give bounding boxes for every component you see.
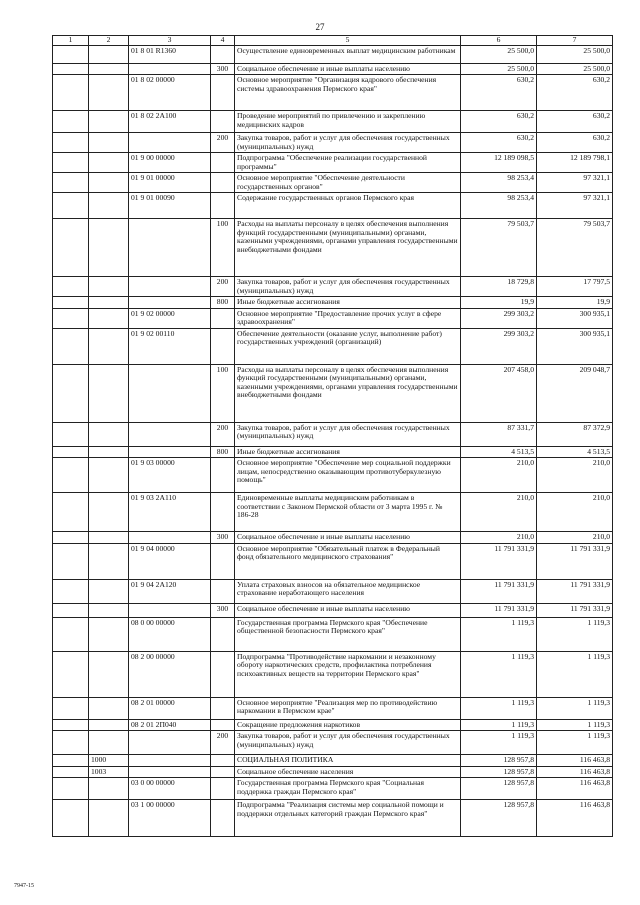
cell-amount-year-2: 97 321,1 bbox=[537, 193, 613, 219]
cell-section bbox=[53, 219, 89, 277]
cell-expense-type bbox=[211, 579, 235, 603]
cell-section bbox=[53, 297, 89, 309]
cell-amount-year-2: 1 119,3 bbox=[537, 719, 613, 731]
cell-amount-year-2: 1 119,3 bbox=[537, 651, 613, 697]
cell-description: Социальное обеспечение и иные выплаты населению bbox=[235, 532, 461, 544]
cell-description: СОЦИАЛЬНАЯ ПОЛИТИКА bbox=[235, 755, 461, 767]
cell-expense-type bbox=[211, 458, 235, 493]
cell-amount-year-2: 79 503,7 bbox=[537, 219, 613, 277]
cell-description: Закупка товаров, работ и услуг для обеспечения государственных (муниципальных) нужд bbox=[235, 277, 461, 297]
cell-subsection bbox=[89, 651, 129, 697]
cell-description: Основное мероприятие "Реализация мер по противодействию наркомании в Пермском крае" bbox=[235, 697, 461, 719]
table-row bbox=[53, 617, 613, 651]
cell-description: Обеспечение деятельности (оказание услуг, выполнение работ) государственных учреждений (организаций) bbox=[235, 328, 461, 364]
cell-target-article: 01 9 02 00000 bbox=[129, 308, 211, 328]
cell-amount-year-1: 98 253,4 bbox=[461, 173, 537, 193]
cell-amount-year-2: 87 372,9 bbox=[537, 422, 613, 446]
cell-section bbox=[53, 277, 89, 297]
cell-section bbox=[53, 328, 89, 364]
cell-target-article bbox=[129, 766, 211, 778]
cell-section bbox=[53, 719, 89, 731]
cell-description: Сокращение предложения наркотиков bbox=[235, 719, 461, 731]
table-row bbox=[53, 75, 613, 111]
table-row bbox=[53, 778, 613, 800]
cell-subsection bbox=[89, 173, 129, 193]
cell-target-article: 08 0 00 00000 bbox=[129, 617, 211, 651]
table-row bbox=[53, 579, 613, 603]
cell-description: Государственная программа Пермского края "Обеспечение общественной безопасности Пермского края" bbox=[235, 617, 461, 651]
cell-section bbox=[53, 63, 89, 75]
cell-description: Закупка товаров, работ и услуг для обеспечения государственных (муниципальных) нужд bbox=[235, 731, 461, 755]
table-row bbox=[53, 364, 613, 422]
cell-section bbox=[53, 493, 89, 532]
cell-description: Содержание государственных органов Пермского края bbox=[235, 193, 461, 219]
cell-amount-year-1: 4 513,5 bbox=[461, 446, 537, 458]
cell-section bbox=[53, 603, 89, 617]
table-row bbox=[53, 173, 613, 193]
cell-expense-type: 100 bbox=[211, 364, 235, 422]
cell-subsection bbox=[89, 800, 129, 837]
cell-target-article: 08 2 01 2П040 bbox=[129, 719, 211, 731]
cell-amount-year-1: 128 957,8 bbox=[461, 800, 537, 837]
cell-subsection bbox=[89, 75, 129, 111]
cell-amount-year-1: 25 500,0 bbox=[461, 45, 537, 63]
table-row bbox=[53, 63, 613, 75]
cell-section bbox=[53, 579, 89, 603]
cell-section bbox=[53, 697, 89, 719]
table-row bbox=[53, 458, 613, 493]
cell-target-article: 01 9 01 00000 bbox=[129, 173, 211, 193]
cell-subsection bbox=[89, 63, 129, 75]
cell-expense-type bbox=[211, 75, 235, 111]
cell-amount-year-2: 209 048,7 bbox=[537, 364, 613, 422]
cell-subsection bbox=[89, 493, 129, 532]
cell-description: Социальное обеспечение и иные выплаты населению bbox=[235, 603, 461, 617]
cell-section bbox=[53, 543, 89, 579]
cell-amount-year-1: 19,9 bbox=[461, 297, 537, 309]
cell-target-article bbox=[129, 755, 211, 767]
cell-expense-type: 800 bbox=[211, 297, 235, 309]
table-row bbox=[53, 111, 613, 133]
cell-subsection bbox=[89, 603, 129, 617]
table-row bbox=[53, 277, 613, 297]
header-col-7: 7 bbox=[537, 36, 613, 46]
table-row bbox=[53, 766, 613, 778]
cell-subsection bbox=[89, 297, 129, 309]
cell-description: Единовременные выплаты медицинским работникам в соответствии с Законом Пермской области от 3 марта 1995 г. № 186-28 bbox=[235, 493, 461, 532]
cell-amount-year-2: 11 791 331,9 bbox=[537, 603, 613, 617]
table-row bbox=[53, 193, 613, 219]
cell-subsection bbox=[89, 153, 129, 173]
cell-amount-year-1: 98 253,4 bbox=[461, 193, 537, 219]
cell-expense-type bbox=[211, 778, 235, 800]
cell-expense-type bbox=[211, 328, 235, 364]
cell-target-article: 01 9 02 00110 bbox=[129, 328, 211, 364]
cell-subsection bbox=[89, 133, 129, 153]
cell-amount-year-1: 210,0 bbox=[461, 532, 537, 544]
cell-amount-year-2: 11 791 331,9 bbox=[537, 543, 613, 579]
table-row bbox=[53, 697, 613, 719]
cell-amount-year-1: 128 957,8 bbox=[461, 755, 537, 767]
cell-description: Подпрограмма "Обеспечение реализации государственной программы" bbox=[235, 153, 461, 173]
cell-subsection bbox=[89, 308, 129, 328]
cell-amount-year-2: 11 791 331,9 bbox=[537, 579, 613, 603]
cell-expense-type bbox=[211, 719, 235, 731]
table-row bbox=[53, 543, 613, 579]
cell-target-article bbox=[129, 63, 211, 75]
cell-amount-year-2: 17 797,5 bbox=[537, 277, 613, 297]
header-col-5: 5 bbox=[235, 36, 461, 46]
header-col-6: 6 bbox=[461, 36, 537, 46]
cell-target-article: 01 8 01 R1360 bbox=[129, 45, 211, 63]
cell-description: Уплата страховых взносов на обязательное медицинское страхование неработающего населения bbox=[235, 579, 461, 603]
cell-section bbox=[53, 173, 89, 193]
cell-amount-year-1: 1 119,3 bbox=[461, 697, 537, 719]
cell-amount-year-2: 210,0 bbox=[537, 458, 613, 493]
cell-description: Основное мероприятие "Обязательный платеж в Федеральный фонд обязательного медицинского страхования" bbox=[235, 543, 461, 579]
cell-expense-type bbox=[211, 308, 235, 328]
cell-target-article: 08 2 01 00000 bbox=[129, 697, 211, 719]
cell-subsection bbox=[89, 193, 129, 219]
cell-section bbox=[53, 133, 89, 153]
cell-description: Подпрограмма "Реализация системы мер социальной помощи и поддержки отдельных категорий граждан Пермского края" bbox=[235, 800, 461, 837]
cell-target-article: 01 9 03 2А110 bbox=[129, 493, 211, 532]
cell-subsection bbox=[89, 532, 129, 544]
cell-amount-year-2: 4 513,5 bbox=[537, 446, 613, 458]
cell-description: Иные бюджетные ассигнования bbox=[235, 297, 461, 309]
cell-section bbox=[53, 308, 89, 328]
cell-amount-year-1: 1 119,3 bbox=[461, 719, 537, 731]
cell-expense-type bbox=[211, 617, 235, 651]
cell-amount-year-1: 11 791 331,9 bbox=[461, 543, 537, 579]
table-row bbox=[53, 133, 613, 153]
cell-section bbox=[53, 422, 89, 446]
table-row bbox=[53, 422, 613, 446]
cell-expense-type bbox=[211, 173, 235, 193]
cell-section bbox=[53, 651, 89, 697]
table-row bbox=[53, 328, 613, 364]
cell-amount-year-2: 116 463,8 bbox=[537, 800, 613, 837]
cell-expense-type bbox=[211, 493, 235, 532]
cell-section bbox=[53, 458, 89, 493]
table-body bbox=[53, 45, 613, 837]
cell-amount-year-2: 25 500,0 bbox=[537, 63, 613, 75]
cell-subsection: 1003 bbox=[89, 766, 129, 778]
cell-expense-type bbox=[211, 153, 235, 173]
cell-expense-type: 800 bbox=[211, 446, 235, 458]
cell-amount-year-2: 116 463,8 bbox=[537, 778, 613, 800]
table-row bbox=[53, 532, 613, 544]
cell-target-article: 08 2 00 00000 bbox=[129, 651, 211, 697]
cell-expense-type bbox=[211, 697, 235, 719]
table-row bbox=[53, 219, 613, 277]
cell-amount-year-1: 1 119,3 bbox=[461, 731, 537, 755]
header-col-2: 2 bbox=[89, 36, 129, 46]
cell-description: Проведение мероприятий по привлечению и закреплению медицинских кадров bbox=[235, 111, 461, 133]
cell-expense-type bbox=[211, 651, 235, 697]
cell-amount-year-1: 128 957,8 bbox=[461, 778, 537, 800]
budget-table bbox=[52, 35, 613, 837]
page-number: 27 bbox=[315, 22, 325, 32]
cell-section bbox=[53, 532, 89, 544]
cell-target-article bbox=[129, 297, 211, 309]
cell-description: Основное мероприятие "Организация кадрового обеспечения системы здравоохранения Пермского края" bbox=[235, 75, 461, 111]
cell-description: Осуществление единовременных выплат медицинским работникам bbox=[235, 45, 461, 63]
cell-subsection bbox=[89, 579, 129, 603]
cell-expense-type bbox=[211, 800, 235, 837]
cell-amount-year-1: 11 791 331,9 bbox=[461, 579, 537, 603]
cell-description: Социальное обеспечение населения bbox=[235, 766, 461, 778]
cell-description: Закупка товаров, работ и услуг для обеспечения государственных (муниципальных) нужд bbox=[235, 133, 461, 153]
cell-amount-year-2: 1 119,3 bbox=[537, 617, 613, 651]
cell-expense-type: 200 bbox=[211, 277, 235, 297]
cell-description: Закупка товаров, работ и услуг для обеспечения государственных (муниципальных) нужд bbox=[235, 422, 461, 446]
cell-target-article bbox=[129, 422, 211, 446]
cell-amount-year-1: 87 331,7 bbox=[461, 422, 537, 446]
cell-section bbox=[53, 364, 89, 422]
cell-subsection bbox=[89, 446, 129, 458]
cell-subsection bbox=[89, 543, 129, 579]
cell-section bbox=[53, 766, 89, 778]
cell-amount-year-1: 210,0 bbox=[461, 493, 537, 532]
cell-section bbox=[53, 45, 89, 63]
cell-expense-type: 100 bbox=[211, 219, 235, 277]
cell-amount-year-2: 97 321,1 bbox=[537, 173, 613, 193]
cell-target-article: 01 9 04 00000 bbox=[129, 543, 211, 579]
cell-target-article: 01 9 03 00000 bbox=[129, 458, 211, 493]
cell-target-article: 01 8 02 2А100 bbox=[129, 111, 211, 133]
cell-target-article: 01 8 02 00000 bbox=[129, 75, 211, 111]
table-row bbox=[53, 731, 613, 755]
cell-amount-year-1: 299 303,2 bbox=[461, 308, 537, 328]
table-row bbox=[53, 45, 613, 63]
cell-expense-type: 300 bbox=[211, 63, 235, 75]
cell-target-article: 03 0 00 00000 bbox=[129, 778, 211, 800]
cell-section bbox=[53, 800, 89, 837]
cell-target-article bbox=[129, 364, 211, 422]
cell-target-article bbox=[129, 603, 211, 617]
cell-amount-year-1: 25 500,0 bbox=[461, 63, 537, 75]
cell-amount-year-1: 79 503,7 bbox=[461, 219, 537, 277]
cell-target-article: 01 9 01 00090 bbox=[129, 193, 211, 219]
cell-amount-year-1: 11 791 331,9 bbox=[461, 603, 537, 617]
cell-amount-year-2: 12 189 798,1 bbox=[537, 153, 613, 173]
cell-amount-year-1: 1 119,3 bbox=[461, 651, 537, 697]
cell-amount-year-2: 116 463,8 bbox=[537, 755, 613, 767]
cell-section bbox=[53, 153, 89, 173]
cell-amount-year-1: 1 119,3 bbox=[461, 617, 537, 651]
header-col-4: 4 bbox=[211, 36, 235, 46]
header-col-1: 1 bbox=[53, 36, 89, 46]
table-row bbox=[53, 308, 613, 328]
cell-description: Государственная программа Пермского края "Социальная поддержка граждан Пермского края" bbox=[235, 778, 461, 800]
cell-amount-year-2: 25 500,0 bbox=[537, 45, 613, 63]
cell-amount-year-1: 630,2 bbox=[461, 75, 537, 111]
cell-subsection: 1000 bbox=[89, 755, 129, 767]
cell-amount-year-1: 12 189 098,5 bbox=[461, 153, 537, 173]
cell-amount-year-2: 630,2 bbox=[537, 133, 613, 153]
cell-amount-year-1: 630,2 bbox=[461, 133, 537, 153]
cell-amount-year-2: 630,2 bbox=[537, 111, 613, 133]
cell-amount-year-1: 128 957,8 bbox=[461, 766, 537, 778]
cell-amount-year-1: 299 303,2 bbox=[461, 328, 537, 364]
cell-expense-type bbox=[211, 111, 235, 133]
cell-description: Основное мероприятие "Предоставление прочих услуг в сфере здравоохранения" bbox=[235, 308, 461, 328]
cell-description: Расходы на выплаты персоналу в целях обеспечения выполнения функций государственными (муниципальными) органами, казенными учреждениями, органами управления государственными внебюджетными фондами bbox=[235, 219, 461, 277]
table-header-row bbox=[53, 36, 613, 46]
cell-target-article: 01 9 04 2А120 bbox=[129, 579, 211, 603]
cell-subsection bbox=[89, 617, 129, 651]
cell-section bbox=[53, 75, 89, 111]
cell-subsection bbox=[89, 45, 129, 63]
cell-amount-year-2: 1 119,3 bbox=[537, 731, 613, 755]
cell-description: Основное мероприятие "Обеспечение деятельности государственных органов" bbox=[235, 173, 461, 193]
cell-subsection bbox=[89, 364, 129, 422]
table-row bbox=[53, 755, 613, 767]
cell-amount-year-1: 210,0 bbox=[461, 458, 537, 493]
cell-amount-year-1: 18 729,8 bbox=[461, 277, 537, 297]
cell-target-article bbox=[129, 731, 211, 755]
cell-section bbox=[53, 446, 89, 458]
table-row bbox=[53, 603, 613, 617]
table-row bbox=[53, 493, 613, 532]
cell-section bbox=[53, 111, 89, 133]
cell-description: Иные бюджетные ассигнования bbox=[235, 446, 461, 458]
cell-target-article bbox=[129, 133, 211, 153]
cell-section bbox=[53, 731, 89, 755]
cell-subsection bbox=[89, 328, 129, 364]
cell-expense-type: 300 bbox=[211, 532, 235, 544]
cell-subsection bbox=[89, 111, 129, 133]
cell-expense-type: 200 bbox=[211, 731, 235, 755]
cell-amount-year-2: 1 119,3 bbox=[537, 697, 613, 719]
cell-amount-year-2: 19,9 bbox=[537, 297, 613, 309]
cell-expense-type bbox=[211, 543, 235, 579]
table-row bbox=[53, 446, 613, 458]
cell-target-article bbox=[129, 219, 211, 277]
cell-target-article: 01 9 00 00000 bbox=[129, 153, 211, 173]
cell-amount-year-2: 300 935,1 bbox=[537, 308, 613, 328]
cell-amount-year-1: 630,2 bbox=[461, 111, 537, 133]
cell-section bbox=[53, 617, 89, 651]
cell-subsection bbox=[89, 778, 129, 800]
cell-subsection bbox=[89, 422, 129, 446]
cell-amount-year-2: 116 463,8 bbox=[537, 766, 613, 778]
cell-amount-year-2: 300 935,1 bbox=[537, 328, 613, 364]
footer-code: 7947-15 bbox=[14, 883, 34, 889]
cell-target-article bbox=[129, 277, 211, 297]
cell-description: Социальное обеспечение и иные выплаты населению bbox=[235, 63, 461, 75]
cell-section bbox=[53, 755, 89, 767]
cell-amount-year-2: 630,2 bbox=[537, 75, 613, 111]
cell-amount-year-1: 207 458,0 bbox=[461, 364, 537, 422]
header-col-3: 3 bbox=[129, 36, 211, 46]
table-row bbox=[53, 153, 613, 173]
cell-description: Основное мероприятие "Обеспечение мер социальной поддержки лицам, непосредственно оказывающим противотуберкулезную помощь" bbox=[235, 458, 461, 493]
cell-subsection bbox=[89, 719, 129, 731]
cell-target-article: 03 1 00 00000 bbox=[129, 800, 211, 837]
cell-expense-type bbox=[211, 45, 235, 63]
cell-subsection bbox=[89, 458, 129, 493]
table-row bbox=[53, 297, 613, 309]
cell-subsection bbox=[89, 277, 129, 297]
cell-expense-type bbox=[211, 193, 235, 219]
table-row bbox=[53, 800, 613, 837]
table-row bbox=[53, 719, 613, 731]
cell-subsection bbox=[89, 731, 129, 755]
cell-amount-year-2: 210,0 bbox=[537, 532, 613, 544]
cell-expense-type: 200 bbox=[211, 133, 235, 153]
cell-expense-type bbox=[211, 766, 235, 778]
cell-amount-year-2: 210,0 bbox=[537, 493, 613, 532]
table-row bbox=[53, 651, 613, 697]
cell-subsection bbox=[89, 697, 129, 719]
cell-expense-type: 300 bbox=[211, 603, 235, 617]
cell-section bbox=[53, 193, 89, 219]
cell-expense-type bbox=[211, 755, 235, 767]
cell-expense-type: 200 bbox=[211, 422, 235, 446]
cell-section bbox=[53, 778, 89, 800]
cell-description: Расходы на выплаты персоналу в целях обеспечения выполнения функций государственными (муниципальными) органами, казенными учреждениями, органами управления государственными внебюджетными фондами bbox=[235, 364, 461, 422]
cell-target-article bbox=[129, 532, 211, 544]
cell-target-article bbox=[129, 446, 211, 458]
cell-subsection bbox=[89, 219, 129, 277]
cell-description: Подпрограмма "Противодействие наркомании и незаконному обороту наркотических средств, профилактика потребления психоактивных веществ на территории Пермского края" bbox=[235, 651, 461, 697]
